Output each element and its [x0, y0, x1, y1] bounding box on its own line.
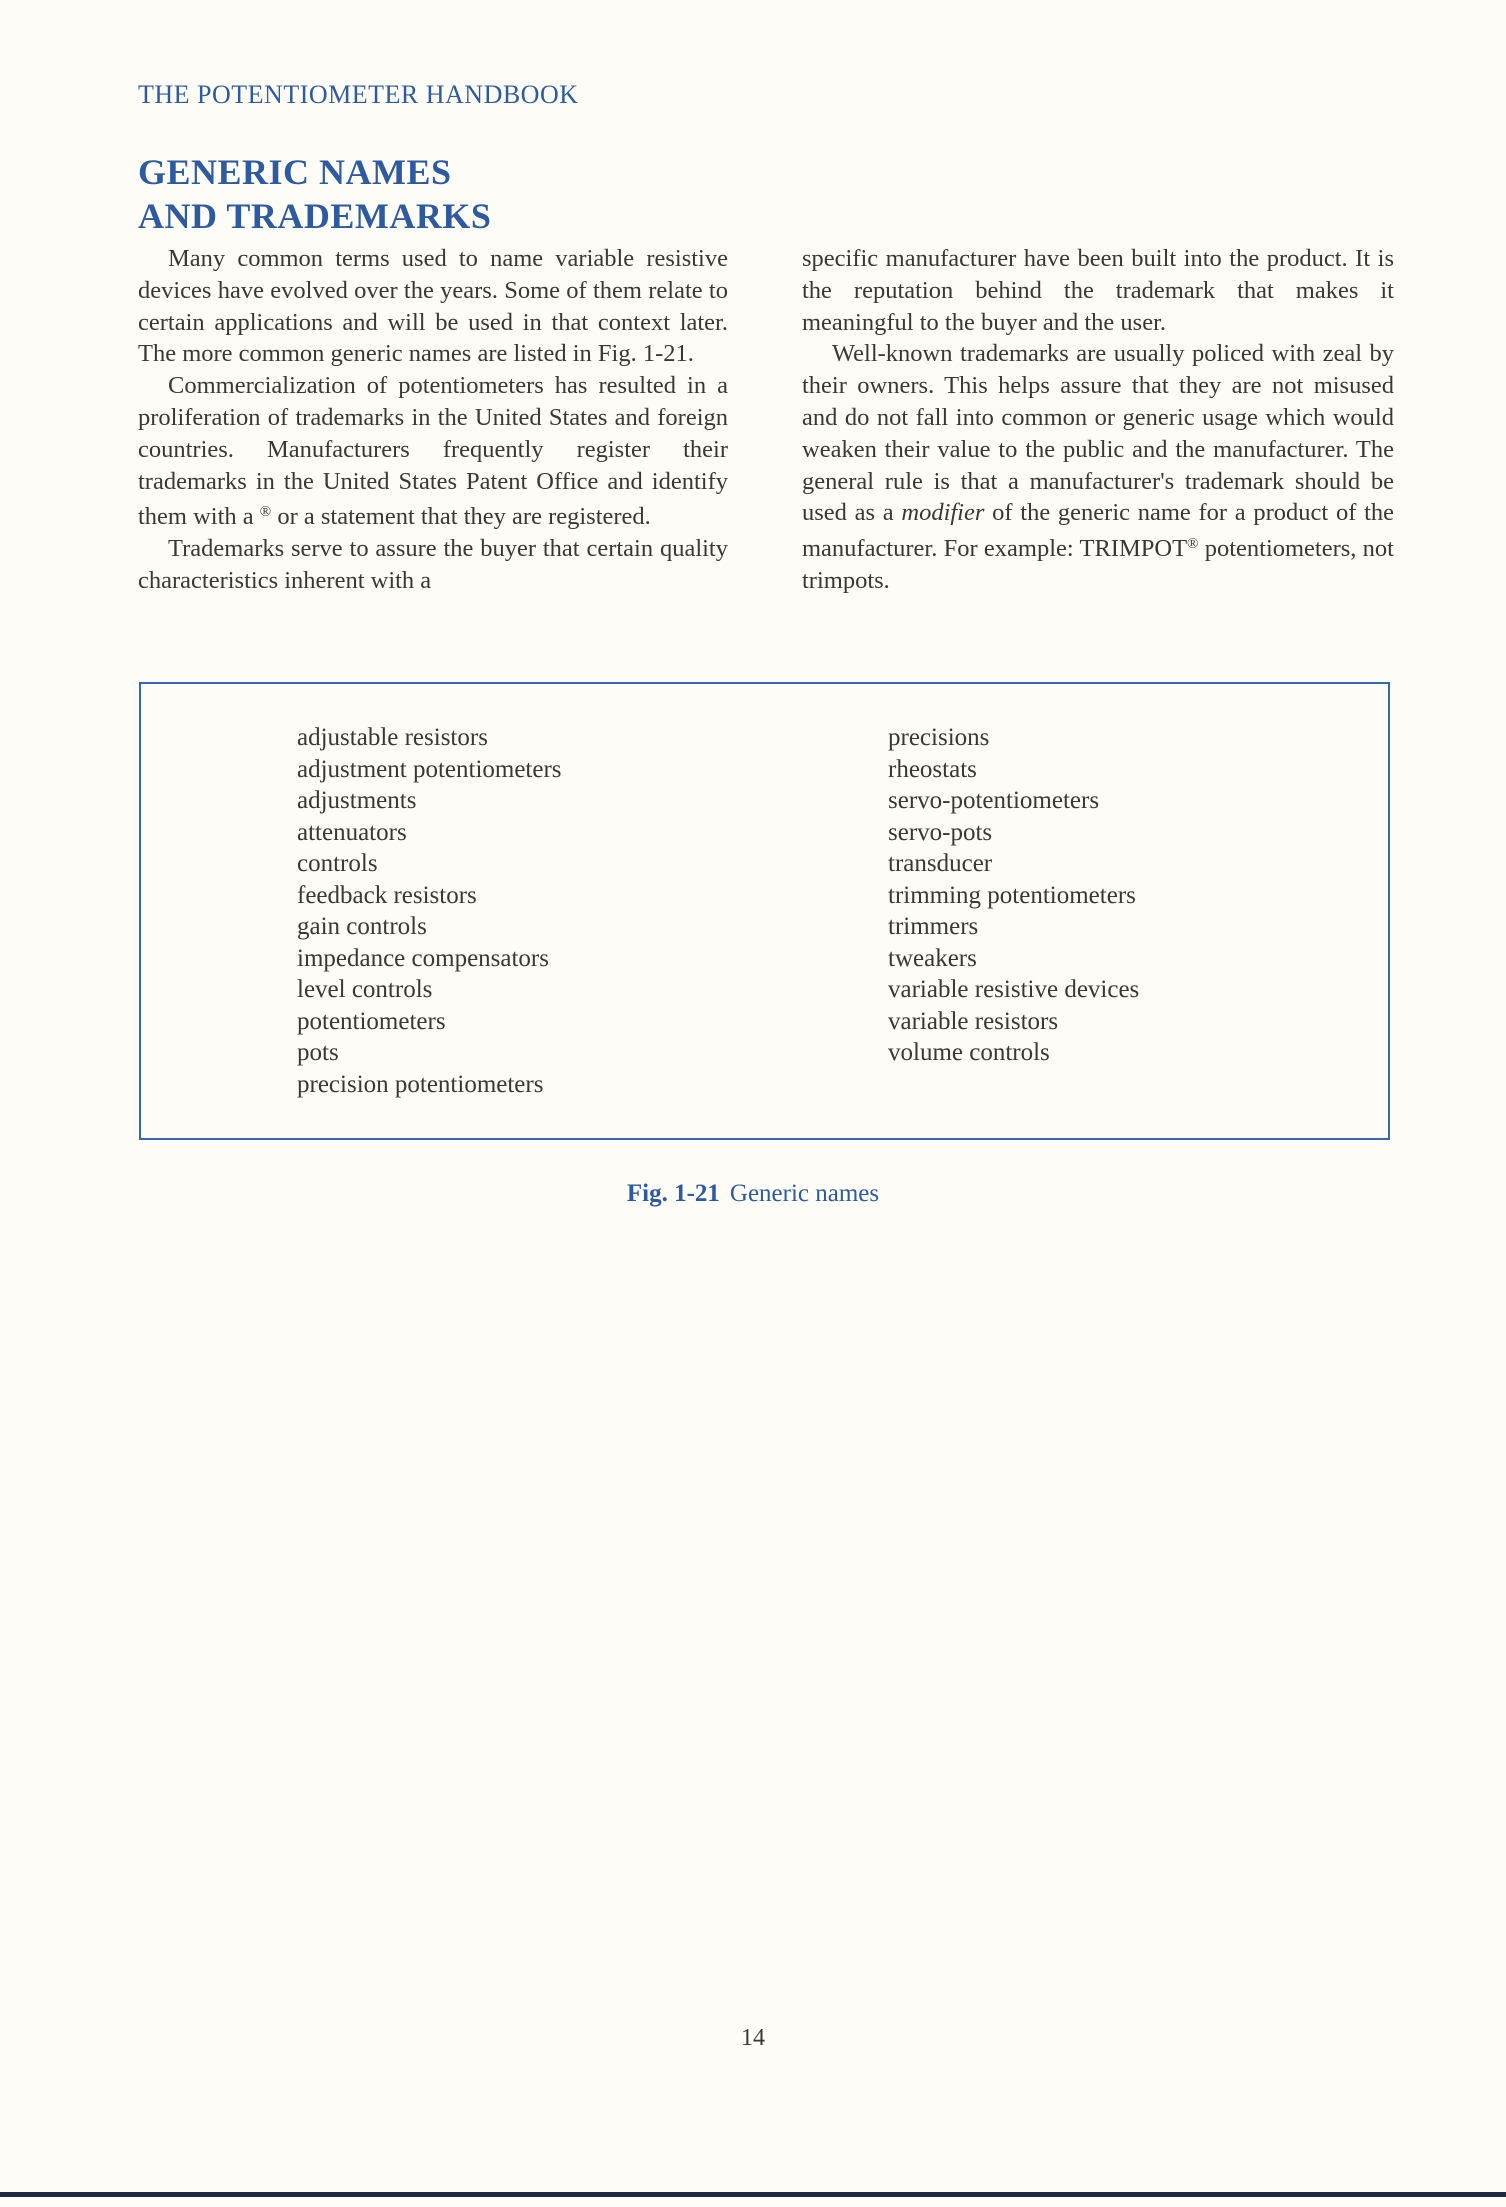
section-title [138, 150, 491, 238]
figure-caption-text: Generic names [729, 1180, 880, 1207]
generic-name-item: adjustable resistors [297, 724, 488, 751]
generic-name-item: transducer [888, 850, 993, 877]
generic-name-item: precisions [888, 724, 990, 751]
generic-name-item: potentiometers [297, 1007, 446, 1035]
generic-name-item: variable resistive devices [888, 976, 1140, 1003]
generic-name-item: gain controls [297, 913, 427, 940]
generic-name-item: rheostats [888, 755, 977, 783]
generic-name-item: tweakers [888, 944, 977, 972]
generic-name-item: pots [297, 1039, 339, 1066]
paragraph: specific manufacturer have been built into the product. It is the reputation behind the trademark that makes it meaningful to the buyer and the user. [802, 245, 1394, 336]
trademark-trimpot: TRIMPOT [1079, 535, 1188, 563]
generic-name-item: trimmers [888, 913, 979, 940]
figure-label: Fig. 1-21 [626, 1180, 720, 1207]
running-head: THE POTENTIOMETER HANDBOOK [138, 80, 579, 109]
registered-symbol: ® [259, 504, 272, 521]
generic-names-right-list [888, 722, 1139, 1069]
generic-names-left-list [297, 722, 562, 1100]
section-title-line-1: GENERIC NAMES [138, 152, 452, 192]
generic-name-item: impedance compensators [297, 944, 549, 972]
generic-name-item: variable resistors [888, 1007, 1059, 1035]
bottom-rule [0, 2192, 1506, 2197]
paragraph-text: Well-known trademarks are usually policed with zeal by their owners. This helps assure that they are not misused and do not fall into common or generic usage which would weaken their value to the public and the manufacturer. The general rule is that a manufacturer's trademark should be used as a [802, 340, 1394, 527]
generic-name-item: precision potentiometers [297, 1070, 544, 1098]
right-text-column [802, 243, 1394, 597]
figure-box [139, 682, 1390, 1140]
generic-name-item: attenuators [297, 818, 407, 846]
registered-symbol: ® [1187, 536, 1199, 553]
generic-name-item: volume controls [888, 1039, 1050, 1066]
paragraph [802, 338, 1394, 596]
paragraph: Trademarks serve to assure the buyer that certain quality characteristics inherent with a [138, 535, 728, 594]
paragraph-text: potentiometers, not trimpots. [802, 535, 1394, 594]
emphasis-modifier: modifier [901, 499, 985, 527]
figure-caption [0, 1180, 1506, 1208]
page-number: 14 [741, 2025, 765, 2051]
generic-name-item: feedback resistors [297, 881, 477, 909]
paragraph [138, 370, 728, 533]
left-text-column [138, 243, 728, 597]
paragraph-text: or a statement that they are registered. [277, 503, 651, 531]
section-title-line-2: AND TRADEMARKS [138, 196, 492, 236]
generic-name-item: adjustment potentiometers [297, 755, 562, 783]
generic-name-item: trimming potentiometers [888, 881, 1136, 909]
paragraph-text: of the generic name for a product of the manufacturer. For example: [802, 499, 1395, 563]
generic-name-item: controls [297, 850, 378, 877]
paragraph-text: Commercialization of potentiometers has resulted in a proliferation of trademarks in the United States and foreign countries. Manufacturers frequently register their trademarks in the United States Patent Office and identify them with a [138, 372, 728, 531]
generic-name-item: servo-pots [888, 818, 993, 846]
paragraph: Many common terms used to name variable resistive devices have evolved over the years. Some of them relate to certain applications and will be used in that context later. The more common generic names are listed in Fig. 1-21. [138, 245, 728, 368]
generic-name-item: level controls [297, 976, 433, 1003]
generic-name-item: servo-potentiometers [888, 787, 1100, 814]
generic-name-item: adjustments [297, 787, 417, 814]
